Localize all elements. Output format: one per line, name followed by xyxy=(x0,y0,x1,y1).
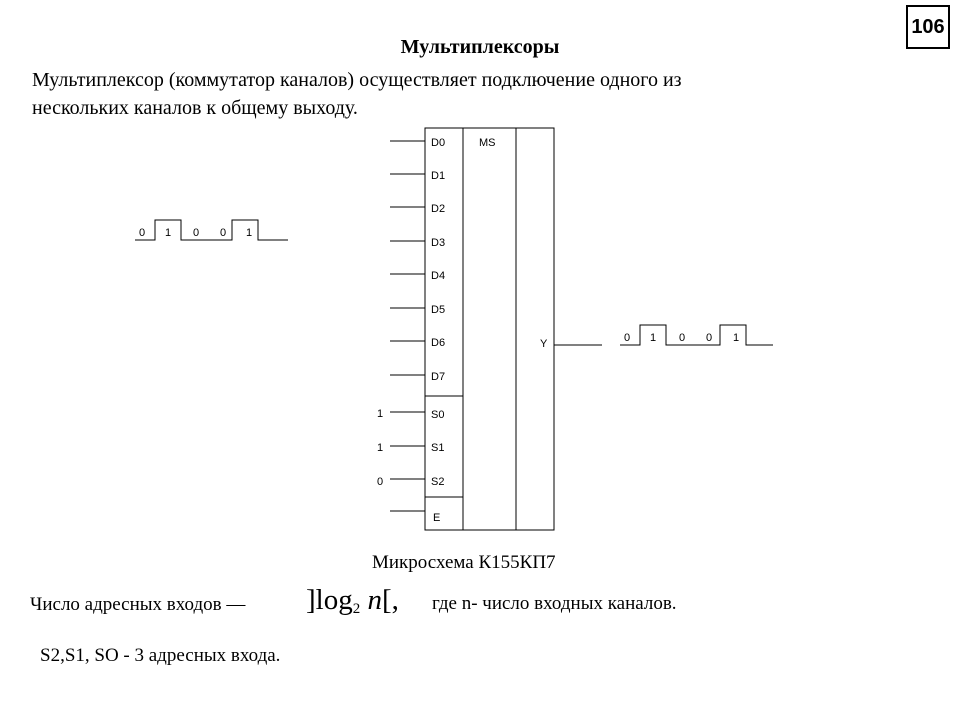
formula-prefix: Число адресных входов — xyxy=(30,594,246,615)
pin-label-D2: D2 xyxy=(431,203,446,215)
formula-bracket: [, xyxy=(381,584,399,616)
select-value-S2: 0 xyxy=(377,476,384,488)
select-value-S1: 1 xyxy=(377,442,384,454)
input-waveform-line xyxy=(135,220,288,240)
pin-label-D7: D7 xyxy=(431,371,446,383)
pin-label-D4: D4 xyxy=(431,270,446,282)
output-waveform-line xyxy=(620,325,773,345)
input-bit: 1 xyxy=(165,227,172,239)
page-number: 106 xyxy=(906,5,950,49)
chip-type-label: MS xyxy=(479,137,496,149)
input-bit: 0 xyxy=(139,227,146,239)
formula-log: ]log xyxy=(306,584,353,616)
pin-label-E: E xyxy=(433,512,441,524)
pin-label-D1: D1 xyxy=(431,170,446,182)
pin-label-Y: Y xyxy=(540,338,548,350)
output-bit: 0 xyxy=(624,332,631,344)
pin-label-S2: S2 xyxy=(431,476,445,488)
input-bit: 0 xyxy=(193,227,200,239)
pin-label-D0: D0 xyxy=(431,137,446,149)
output-bit: 1 xyxy=(650,332,657,344)
formula-variable: n xyxy=(367,584,382,616)
pin-label-S1: S1 xyxy=(431,442,445,454)
formula-suffix: где n- число входных каналов. xyxy=(432,593,677,614)
output-bit: 0 xyxy=(706,332,713,344)
intro-line-1: Мультиплексор (коммутатор каналов) осуществляет подключение одного из xyxy=(32,69,682,91)
footnote: S2,S1, SO - 3 адресных входа. xyxy=(40,645,281,666)
slide-title: Мультиплексоры xyxy=(400,36,560,58)
formula-log-base: 2 xyxy=(352,601,361,617)
output-bit: 1 xyxy=(733,332,740,344)
select-value-S0: 1 xyxy=(377,408,384,420)
pin-label-D3: D3 xyxy=(431,237,446,249)
formula-math xyxy=(306,584,399,618)
chip-caption: Микросхема К155КП7 xyxy=(372,552,556,573)
pin-label-D5: D5 xyxy=(431,304,446,316)
intro-line-2: нескольких каналов к общему выходу. xyxy=(32,97,358,119)
pin-label-S0: S0 xyxy=(431,409,445,421)
output-bit: 0 xyxy=(679,332,686,344)
pin-label-D6: D6 xyxy=(431,337,446,349)
input-bit: 1 xyxy=(246,227,253,239)
chip-outline xyxy=(425,128,554,530)
input-bit: 0 xyxy=(220,227,227,239)
